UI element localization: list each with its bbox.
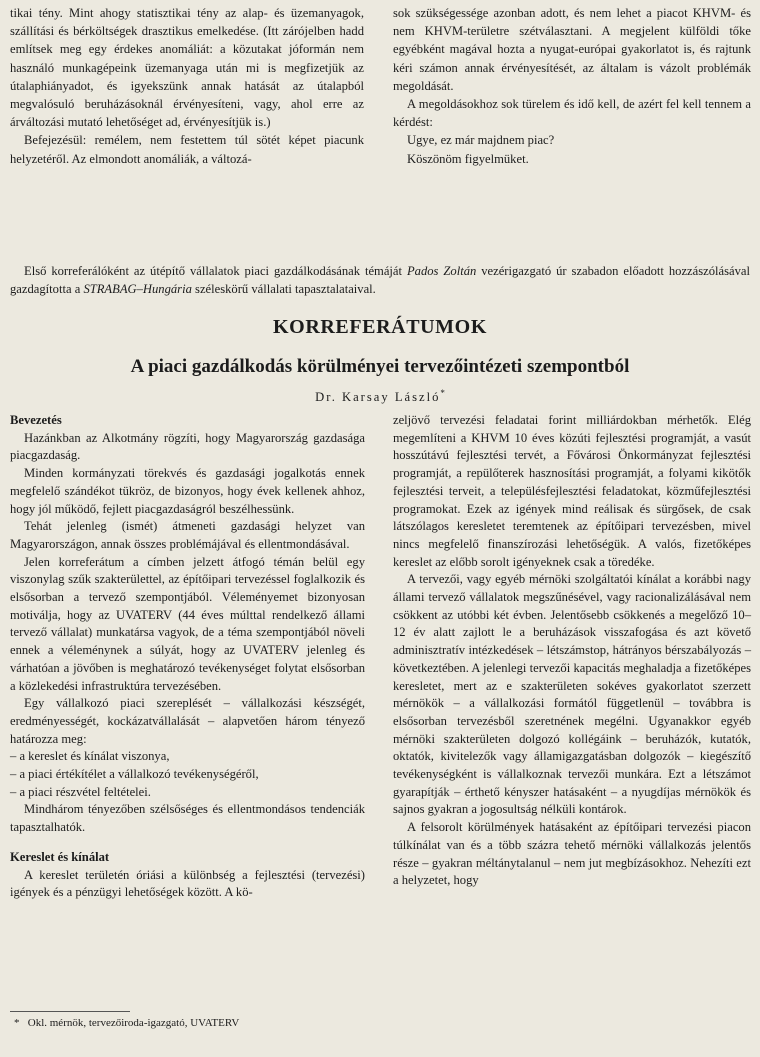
body-paragraph: zeljövő tervezési feladatai forint milliárdokban mérhetők. Elég megemlíteni a KHVM 10 éves közúti fejlesztési programját, a vasút hosszútávú fejlesztési tervét, a Fővárosi Önkormányzat fejlesztési programját, a repülőterek hasznosítási programját, a folyami kikötők fejlesztési terveit, a településfejlesztési feladatokat, közműfejlesztési programokat. Ezek az igények mind reálisak és sürgősek, de csak látszólagos keresletet teremtenek az építőipari tervezésben, mivel nincs megfelelő finanszírozási lehetőségük. A valós, fizetőképes kereslet az előbb sorolt igényeknek csak a töredéke. [393, 413, 751, 569]
list-item: – a piaci részvétel feltételei. [10, 784, 151, 799]
top-right-paragraph-2: A megoldásokhoz sok türelem és idő kell, de azért fel kell tennem a kérdést: [393, 97, 751, 130]
body-paragraph: A felsorolt körülmények hatásaként az építőipari tervezési piacon túlkínálat van és a több százra tehető mérnöki vállalkozás jelentős része – gyakran méltánytalanul – nem jut megbízásokhoz. Nehezíti ezt a helyzetet, hogy [393, 820, 751, 888]
heading-introduction: Bevezetés [10, 413, 62, 427]
author-name: Dr. Karsay László [315, 390, 441, 405]
speaker-name: Pados Zoltán [406, 264, 477, 278]
top-right-paragraph-1: sok szükségessége azonban adott, és nem lehet a piacot KHVM- és nem KHVM-területre szétválasztani. A megjelent külföldi tőke egyébként magával hozta a nyugat-európai gyakorlatot is, és rajtunk kéri számon annak érvényesítését, az általam is vázolt problémák megoldását. [393, 6, 751, 93]
body-right-column [393, 412, 751, 890]
footnote-text: Okl. mérnök, tervezőiroda-igazgató, UVATERV [27, 1017, 240, 1029]
body-left-column [10, 412, 365, 902]
body-paragraph: Mindhárom tényezőben szélsőséges és ellentmondásos tendenciák tapasztalhatók. [10, 802, 365, 835]
body-paragraph: Egy vállalkozó piaci szereplését – vállalkozási készségét, eredményességét, kockázatvállalását – alapvetően három tényező határozza meg: [10, 696, 365, 746]
heading-supply-demand: Kereslet és kínálat [10, 849, 110, 864]
top-left-paragraph-2: Befejezésül: remélem, nem festettem túl sötét képet piacunk helyzetéről. Az elmondott anomáliák, a változá- [10, 133, 364, 166]
intro-text-2: vezérigazgató úr szabadon előadott hozzászólásával gazdagította a [10, 264, 750, 297]
intro-text-1: Első korreferálóként az útépítő vállalatok piaci gazdálkodásának témáját [24, 264, 407, 278]
body-paragraph: Jelen korreferátum a címben jelzett átfogó témán belül egy viszonylag szűk szakterülettel, az építőipari tervezéssel foglalkozik és elsősorban a tervező szempontjából. Véleményemet bizonyosan motiválja, hogy az UVATERV (44 éves múlttal rendelkező állami tervező vállalat) munkatársa vagyok, de a téma szempontjából növeli ennek a véleménynek a súlyát, hogy az UVATERV jelenleg és várhatóan a jövőben is meghatározó tevékenységet folytat elsősorban a közlekedési infrastruktúra tervezésében. [10, 554, 365, 693]
top-right-paragraph-4: Köszönöm figyelmüket. [407, 151, 529, 166]
footnote [14, 1016, 239, 1030]
body-paragraph: A kereslet területén óriási a különbség a fejlesztési (tervezési) igények és a pénzügyi lehetőségek között. A kö- [10, 867, 365, 900]
top-right-paragraph-3: Ugye, ez már majdnem piac? [407, 133, 555, 148]
author-line [0, 388, 760, 405]
article-title: A piaci gazdálkodás körülményei tervezőintézeti szempontból [130, 356, 630, 377]
footnote-mark: * [14, 1017, 20, 1029]
body-paragraph: Hazánkban az Alkotmány rögzíti, hogy Magyarország gazdasága piacgazdaság. [10, 430, 365, 463]
footnote-divider [10, 1011, 130, 1012]
top-left-paragraph-1: tikai tény. Mint ahogy statisztikai tény az alap- és üzemanyagok, szállítási és bérköltségek drasztikus emelkedése. (Itt zárójelben hadd említsek meg egy érdekes anomáliát: a közutakat jóformán nem használó munkagépeink üzemanyaga után mi is megfizetjük az útalaphiányadot, és igyekszünk annak hatását az útalapból megvalósuló beruházásoknál érvényesíteni, vagy, ahol erre az árváltozási mutató lehetőséget ad, érvényesítjük is.) [10, 6, 364, 130]
list-item: – a kereslet és kínálat viszonya, [10, 749, 170, 764]
intro-text-3: széleskörű vállalati tapasztalataival. [191, 282, 376, 297]
top-left-column [10, 4, 364, 168]
body-paragraph: A tervezői, vagy egyéb mérnöki szolgáltatói kínálat a korábbi nagy állami tervező vállalatok megszűnésével, vagy racionalizálásával nem csökkent az utóbbi két évben. Jelentősebb csökkenés a megelőző 10–12 év alatt zajlott le a beruházások visszafogása és azt követő adminisztratív intézkedések – létszámstop, hátrányos bérszabályozás – következtében. A jelenlegi tervezői kapacitás meghaladja a fizetőképes keresletet, mert az e szakterületen sokéves gyakorlatot szerzett mérnökök – a vállalkozási formától függetlenül – továbbra is elsősorban tervezésből szeretnének megélni. Ugyanakkor egyéb mérnöki szakterületen dolgozó kollégáink – beruházók, kutatók, oktatók, kivitelezők vagy államigazgatásban dolgozók – kiegészítő tevékenységként is vállalkoznak tervezői munkára. Ezt a létszámot gyarapítják – érthető kényszer hatásaként – a nyugdíjas mérnökök és sajnos gyakran a jogosultság nélküli kontárok. [393, 572, 751, 817]
intro-paragraph [10, 262, 750, 299]
body-paragraph: Minden kormányzati törekvés és gazdasági jogalkotás ennek megfelelő szándékot tükröz, de bizonyos, hogy évek kellenek ahhoz, hogy jól működő, fejlett piacgazdaságról beszélhessünk. [10, 466, 365, 516]
top-right-column [393, 4, 751, 168]
list-item: – a piaci értékítélet a vállalkozó tevékenységéről, [10, 767, 259, 782]
body-paragraph: Tehát jelenleg (ismét) átmeneti gazdasági helyzet van Magyarországon, annak összes problémájával és ellentmondásával. [10, 519, 365, 551]
author-footnote-mark: * [440, 388, 445, 398]
company-name: STRABAG–Hungária [83, 282, 192, 297]
section-title: KORREFERÁTUMOK [273, 316, 487, 338]
